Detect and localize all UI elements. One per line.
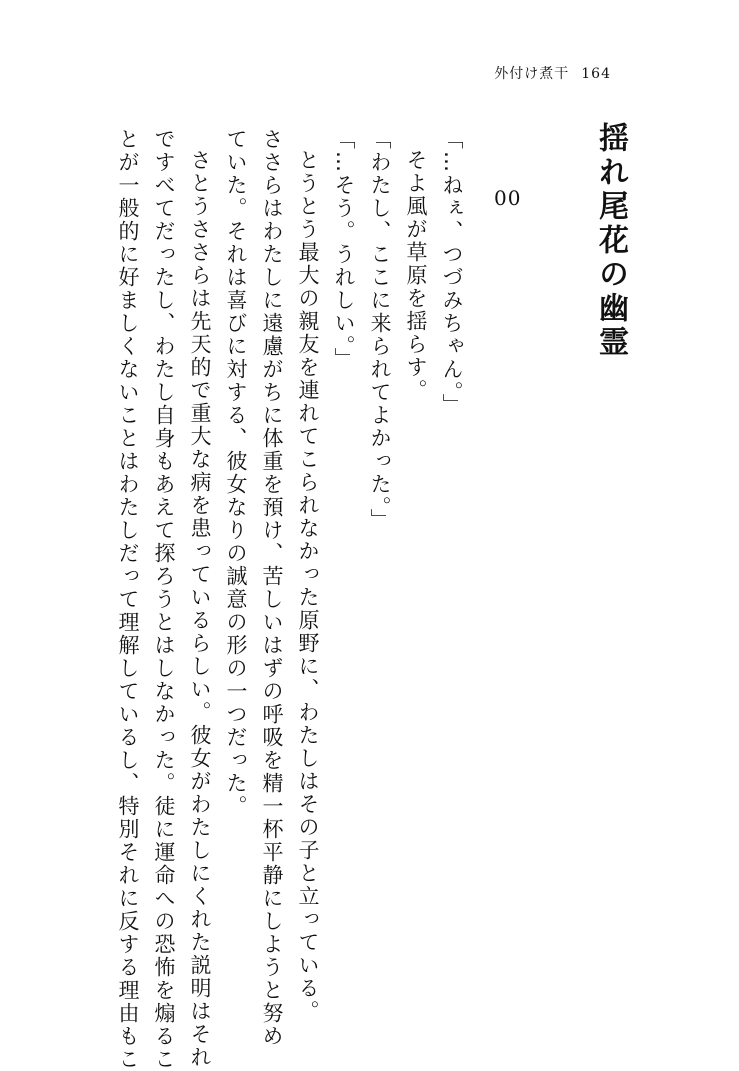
- running-title: 外付け煮干: [494, 66, 570, 82]
- page-number: 164: [581, 66, 611, 82]
- narration-line: そよ風が草原を揺らす。: [404, 149, 428, 402]
- dialogue-line: 「わたし、ここに来られてよかった。」: [368, 128, 392, 532]
- chapter-number: 00: [494, 186, 522, 210]
- narration-line: ささらはわたしに遠慮がちに体重を預け、苦しいはずの呼吸を精一杯平静にしようと努め: [260, 128, 284, 1048]
- running-header: [494, 63, 611, 83]
- chapter-title: 揺れ尾花の幽霊: [593, 122, 628, 360]
- dialogue-line: 「…そう。うれしい。」: [332, 128, 356, 371]
- narration-line: さとうささらは先天的で重大な病を患っているらしい。彼女がわたしにくれた説明はそれ: [188, 149, 212, 1069]
- narration-line: ですべてだったし、わたし自身もあえて探ろうとはしなかった。徒に運命への恐怖を煽るこ: [152, 128, 176, 1071]
- narration-line: とうとう最大の親友を連れてこられなかった原野に、わたしはその子と立っている。: [296, 149, 320, 1023]
- narration-line: とが一般的に好ましくないことはわたしだって理解しているし、特別それに反する理由もこ: [116, 128, 140, 1071]
- narration-line: ていた。それは喜びに対する、彼女なりの誠意の形の一つだった。: [224, 128, 248, 818]
- body-text: [110, 128, 470, 1071]
- dialogue-line: 「…ねぇ、つづみちゃん。」: [440, 128, 464, 417]
